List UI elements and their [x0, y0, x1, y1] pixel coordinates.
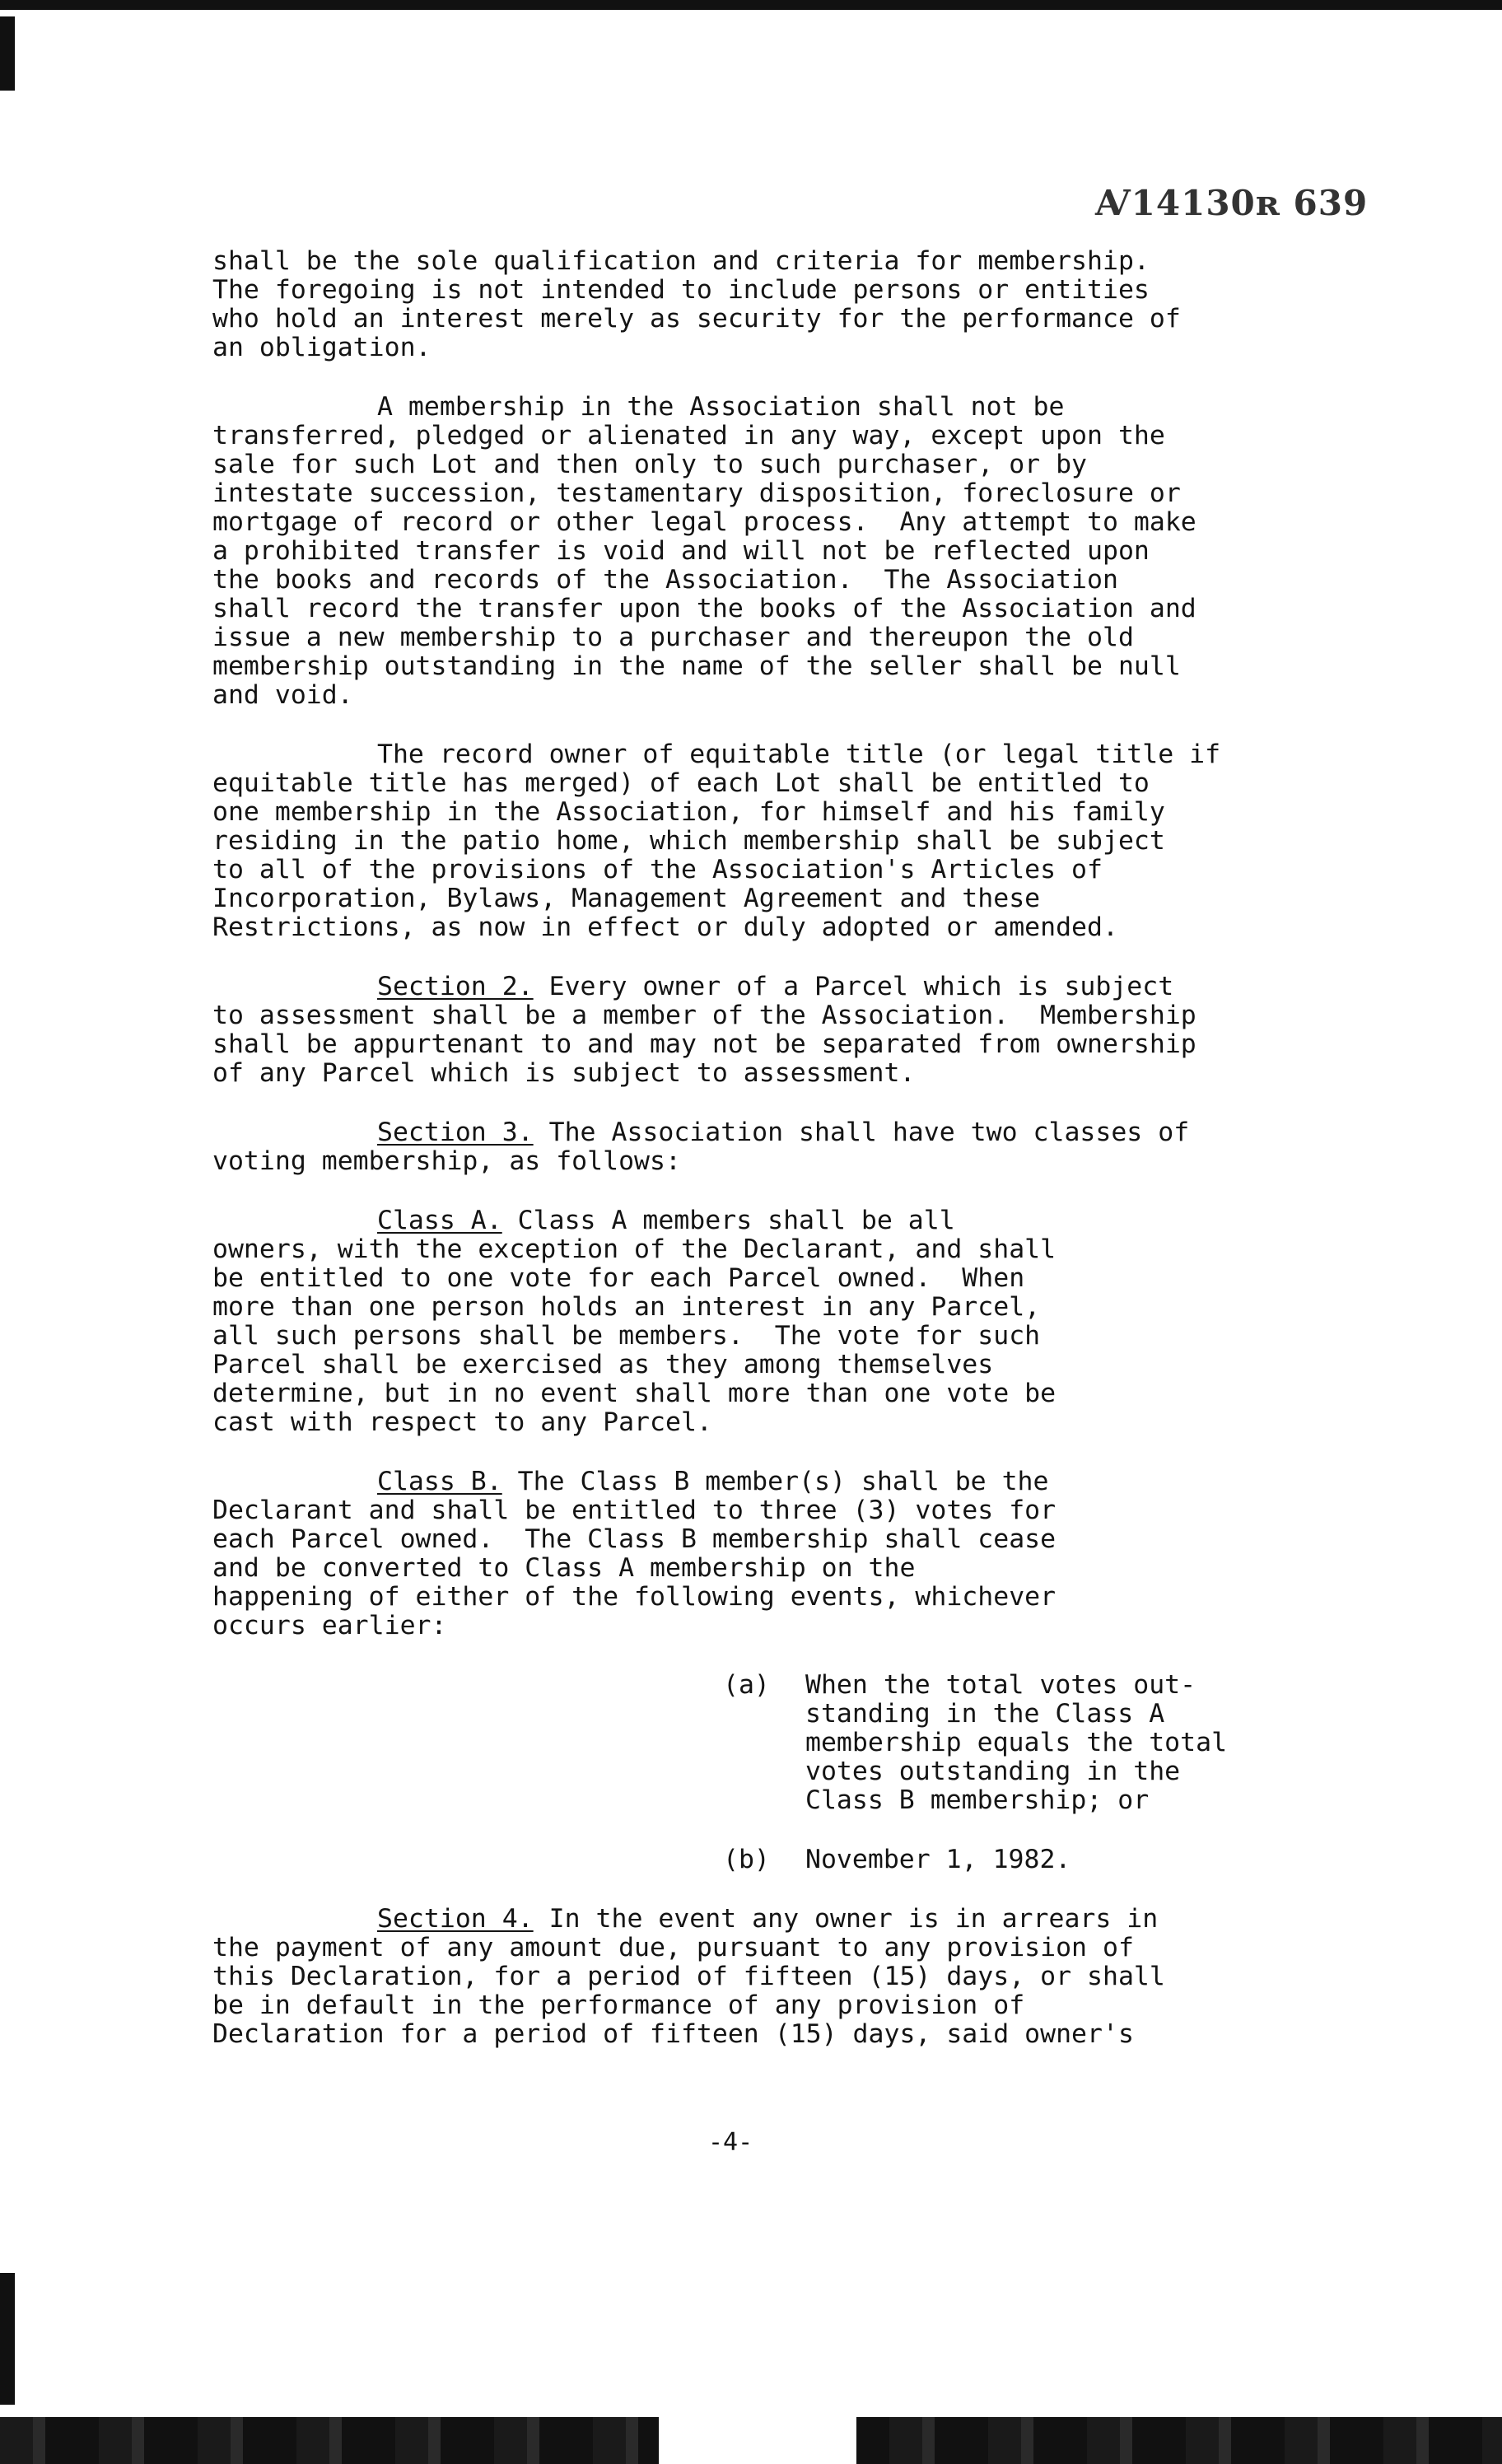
- list-item-label: (b): [723, 1845, 770, 1874]
- scan-edge-top: [0, 0, 1502, 10]
- class-a-text: Class A members shall be all owners, with the exception of the Declarant, and shall be entitled to one vote for each Parcel owned. When more than one person holds an interest in any Parcel, all such persons shall be members. The vote for such Parcel shall be exercised as they among themselves determine, but in no event shall more than one vote be cast with respect to any Parcel.: [212, 1206, 1057, 1437]
- book-page-reference: Ꜹ14130ʀ 639: [1095, 183, 1369, 223]
- page-number: -4-: [708, 2128, 753, 2157]
- section-4: [212, 1905, 1349, 2049]
- scan-edge-left-top: [0, 16, 15, 91]
- paragraph-text: The record owner of equitable title (or legal title if equitable title has merged) of each Lot shall be entitled to one membership in the Association, for himself and his family residing in the patio home, which membership shall be subject to all of the provisions of the Association's Articles of Incorporation, Bylaws, Management Agreement and these Restrictions, as now in effect or duly adopted or amended.: [212, 740, 1221, 942]
- list-item-text: When the total votes out- standing in the Class A membership equals the total votes outstanding in the Class B membership; or: [805, 1670, 1228, 1815]
- section-2-heading: Section 2.: [377, 972, 534, 1001]
- paragraph-text: A membership in the Association shall not be transferred, pledged or alienated in any way, except upon the sale for such Lot and then only to such purchaser, or by intestate succession, testamentary disposition, foreclosure or mortgage of record or other legal process. Any attempt to make a prohibited transfer is void and will not be reflected upon the books and records of the Association. The Association shall record the transfer upon the books of the Association and issue a new membership to a purchaser and thereupon the old membership outstanding in the name of the seller shall be null and void.: [212, 392, 1196, 710]
- document-body: [212, 247, 1349, 2079]
- section-2: [212, 973, 1349, 1088]
- paragraph-membership-qualification: shall be the sole qualification and criteria for membership. The foregoing is not intended to include persons or entities who hold an interest merely as security for the performance of an obligation.: [212, 246, 1181, 362]
- class-a-heading: Class A.: [377, 1206, 502, 1235]
- list-item-a: [723, 1671, 1349, 1815]
- scan-edge-left-bottom: [0, 2273, 15, 2405]
- class-a: [212, 1206, 1349, 1437]
- section-3: [212, 1118, 1349, 1176]
- list-item-label: (a): [723, 1670, 770, 1700]
- class-b-text: The Class B member(s) shall be the Declarant and shall be entitled to three (3) votes for each Parcel owned. The Class B membership shall cease and be converted to Class A membership on the happening of either of the following events, whichever occurs earlier:: [212, 1467, 1057, 1640]
- list-item-b: [723, 1846, 1349, 1874]
- class-b-heading: Class B.: [377, 1467, 502, 1496]
- class-b: [212, 1468, 1349, 1640]
- section-2-text: Every owner of a Parcel which is subject to assessment shall be a member of the Association. Membership shall be appurtenant to and may not be separated from ownership of any Parcel which is subject to assessment.: [212, 972, 1196, 1088]
- scan-edge-bottom-gap: [659, 2417, 856, 2464]
- section-4-text: In the event any owner is in arrears in the payment of any amount due, pursuant to any provision of this Declaration, for a period of fifteen (15) days, or shall be in default in the performance of any provision of Declaration for a period of fifteen (15) days, said owner's: [212, 1904, 1165, 2049]
- section-4-heading: Section 4.: [377, 1904, 534, 1934]
- list-item-text: November 1, 1982.: [805, 1845, 1071, 1874]
- section-3-heading: Section 3.: [377, 1118, 534, 1147]
- paragraph-membership-transfer: [212, 393, 1349, 710]
- section-3-text: The Association shall have two classes of voting membership, as follows:: [212, 1118, 1190, 1176]
- paragraph-record-owner: [212, 740, 1349, 942]
